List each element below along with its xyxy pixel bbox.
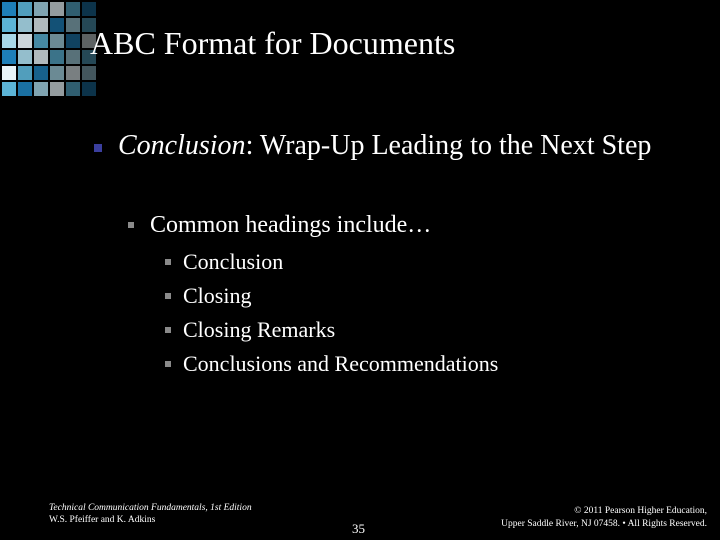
- decorative-tile: [18, 34, 32, 48]
- decorative-tile: [50, 82, 64, 96]
- decorative-tile: [66, 34, 80, 48]
- decorative-tile: [50, 2, 64, 16]
- decorative-tile: [18, 2, 32, 16]
- decorative-tile: [2, 66, 16, 80]
- decorative-tile: [2, 82, 16, 96]
- decorative-tile: [18, 82, 32, 96]
- decorative-tile: [50, 66, 64, 80]
- decorative-tile: [18, 18, 32, 32]
- copyright-line-2: Upper Saddle River, NJ 07458. • All Rights Reserved.: [501, 519, 707, 529]
- sub-bullet-square-icon: [128, 222, 134, 228]
- decorative-tile: [34, 2, 48, 16]
- main-bullet-text: [118, 128, 698, 164]
- decorative-tile: [2, 18, 16, 32]
- page-number: 35: [352, 521, 365, 536]
- decorative-tile: [34, 34, 48, 48]
- list-bullet-icon: [165, 293, 171, 299]
- copyright-line-1: © 2011 Pearson Higher Education,: [574, 506, 707, 516]
- decorative-tile: [66, 66, 80, 80]
- conclusion-label: Conclusion: [118, 130, 246, 161]
- decorative-tile: [2, 34, 16, 48]
- decorative-tile: [66, 50, 80, 64]
- decorative-tile: [34, 82, 48, 96]
- decorative-tile: [34, 18, 48, 32]
- decorative-tile: [18, 66, 32, 80]
- decorative-tile: [34, 66, 48, 80]
- bullet-square-icon: [94, 144, 102, 152]
- decorative-tile: [50, 50, 64, 64]
- sub-bullet-text: Common headings include…: [150, 212, 432, 238]
- list-item-text: Conclusions and Recommendations: [183, 351, 499, 376]
- decorative-tile: [82, 82, 96, 96]
- decorative-tile: [34, 50, 48, 64]
- list-bullet-icon: [165, 327, 171, 333]
- decorative-tile: [82, 66, 96, 80]
- decorative-tile: [66, 82, 80, 96]
- decorative-tile: [2, 2, 16, 16]
- decorative-tile: [18, 50, 32, 64]
- decorative-tile: [66, 2, 80, 16]
- footer-book-title: Technical Communication Fundamentals, 1st Edition: [49, 503, 252, 513]
- decorative-tile: [66, 18, 80, 32]
- decorative-tile: [82, 2, 96, 16]
- list-bullet-icon: [165, 361, 171, 367]
- decorative-tile: [50, 18, 64, 32]
- conclusion-description: : Wrap-Up Leading to the Next Step: [245, 130, 652, 161]
- list-bullet-icon: [165, 259, 171, 265]
- slide-title: ABC Format for Documents: [90, 25, 456, 61]
- decorative-tile: [50, 34, 64, 48]
- footer-copyright: [501, 505, 707, 531]
- list-item-text: Closing: [183, 283, 252, 308]
- decorative-tile: [2, 50, 16, 64]
- list-item-text: Closing Remarks: [183, 317, 336, 342]
- footer-book-info: [49, 502, 252, 526]
- footer-authors: W.S. Pfeiffer and K. Adkins: [49, 515, 156, 525]
- decorative-tile-grid: [0, 0, 90, 104]
- list-item-text: Conclusion: [183, 249, 284, 274]
